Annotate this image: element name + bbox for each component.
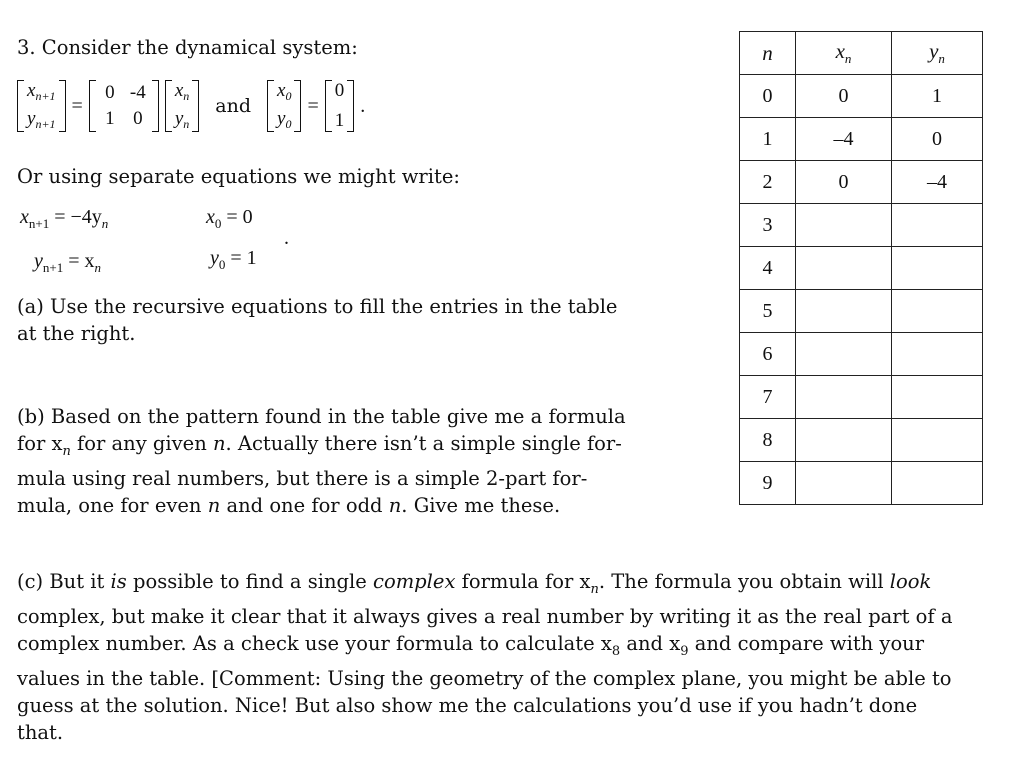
and-word: and — [215, 95, 251, 117]
table-row — [740, 290, 983, 333]
cell-n: 5 — [740, 290, 796, 333]
table-row — [740, 376, 983, 419]
lhs-vector: $x_{n+1}$ $y_{n+1}$ — [17, 80, 66, 132]
part-c: (c) But it is possible to find a single complex formula for $x_n$. The formula you obtain will look complex, but make it clear that it always gives a real number by writing it as the real part of a complex number. As a check use your formula to calculate $x_8$ and $x_9$ and compare with your values in the table. [Comment: Using the geometry of the complex plane, you might be able to guess at the solution. Nice! But also show me the calculations you’d use if you hadn’t done that. — [17, 570, 953, 744]
cell-y[interactable] — [892, 376, 983, 419]
cell-x[interactable] — [796, 204, 892, 247]
problem-title: 3. Consider the dynamical system: — [17, 36, 358, 59]
table-row — [740, 247, 983, 290]
cell-x[interactable] — [796, 462, 892, 505]
equals-sign-2: = — [307, 94, 319, 117]
cell-n: 6 — [740, 333, 796, 376]
equals-sign: = — [71, 94, 83, 117]
cell-x[interactable] — [796, 376, 892, 419]
table-row — [740, 161, 983, 204]
cell-x[interactable] — [796, 333, 892, 376]
header-yn: $y_n$ — [892, 32, 983, 75]
table-row — [740, 118, 983, 161]
cell-n: 8 — [740, 419, 796, 462]
table-row — [740, 204, 983, 247]
table-row — [740, 462, 983, 505]
part-a: (a) Use the recursive equations to fill the entries in the table at the right. — [17, 295, 618, 345]
state-vector: $x_n$ $y_n$ — [165, 80, 199, 132]
initial-y: $y_0 = 1$ — [210, 247, 257, 272]
cell-x[interactable]: 0 — [796, 161, 892, 204]
cell-n: 2 — [740, 161, 796, 204]
header-n: n — [740, 32, 796, 75]
cell-x[interactable] — [796, 247, 892, 290]
table-header-row — [740, 32, 983, 75]
initial-vector: $x_0$ $y_0$ — [267, 80, 301, 132]
initial-x: $x_0 = 0$ — [206, 206, 253, 231]
table-row — [740, 419, 983, 462]
cell-x[interactable]: –4 — [796, 118, 892, 161]
cell-n: 1 — [740, 118, 796, 161]
equation-x: $x_{n+1} = -4y_n$ — [20, 206, 109, 231]
header-xn: $x_n$ — [796, 32, 892, 75]
coefficient-matrix: 0 -4 1 0 — [89, 80, 159, 132]
cell-y[interactable] — [892, 333, 983, 376]
cell-y[interactable]: 1 — [892, 75, 983, 118]
cell-x[interactable] — [796, 419, 892, 462]
initial-values-vector: 0 1 — [325, 80, 355, 132]
cell-y[interactable]: 0 — [892, 118, 983, 161]
cell-x[interactable]: 0 — [796, 75, 892, 118]
part-b: (b) Based on the pattern found in the table give me a formula for $x_n$ for any given n. Actually there isn’t a simple single for- mula using real numbers, but there is a simple 2-part for- mula, one for even n and one for odd n. Give me these. — [17, 405, 626, 517]
equation-y: $y_{n+1} = x_n$ — [34, 250, 102, 275]
table-row — [740, 75, 983, 118]
separate-intro: Or using separate equations we might write: — [17, 165, 460, 188]
values-table — [739, 31, 983, 505]
equations-period: . — [284, 227, 289, 249]
cell-n: 4 — [740, 247, 796, 290]
cell-n: 0 — [740, 75, 796, 118]
matrix-equation: $x_{n+1}$ $y_{n+1}$ = 0 -4 1 0 $x_n$ $y_n$ and $x_0$ $y_0$ = 0 1 . — [17, 80, 365, 132]
cell-y[interactable] — [892, 419, 983, 462]
cell-y[interactable] — [892, 462, 983, 505]
cell-y[interactable]: –4 — [892, 161, 983, 204]
cell-y[interactable] — [892, 290, 983, 333]
cell-y[interactable] — [892, 247, 983, 290]
cell-n: 9 — [740, 462, 796, 505]
cell-y[interactable] — [892, 204, 983, 247]
cell-n: 7 — [740, 376, 796, 419]
table-row — [740, 333, 983, 376]
cell-x[interactable] — [796, 290, 892, 333]
cell-n: 3 — [740, 204, 796, 247]
